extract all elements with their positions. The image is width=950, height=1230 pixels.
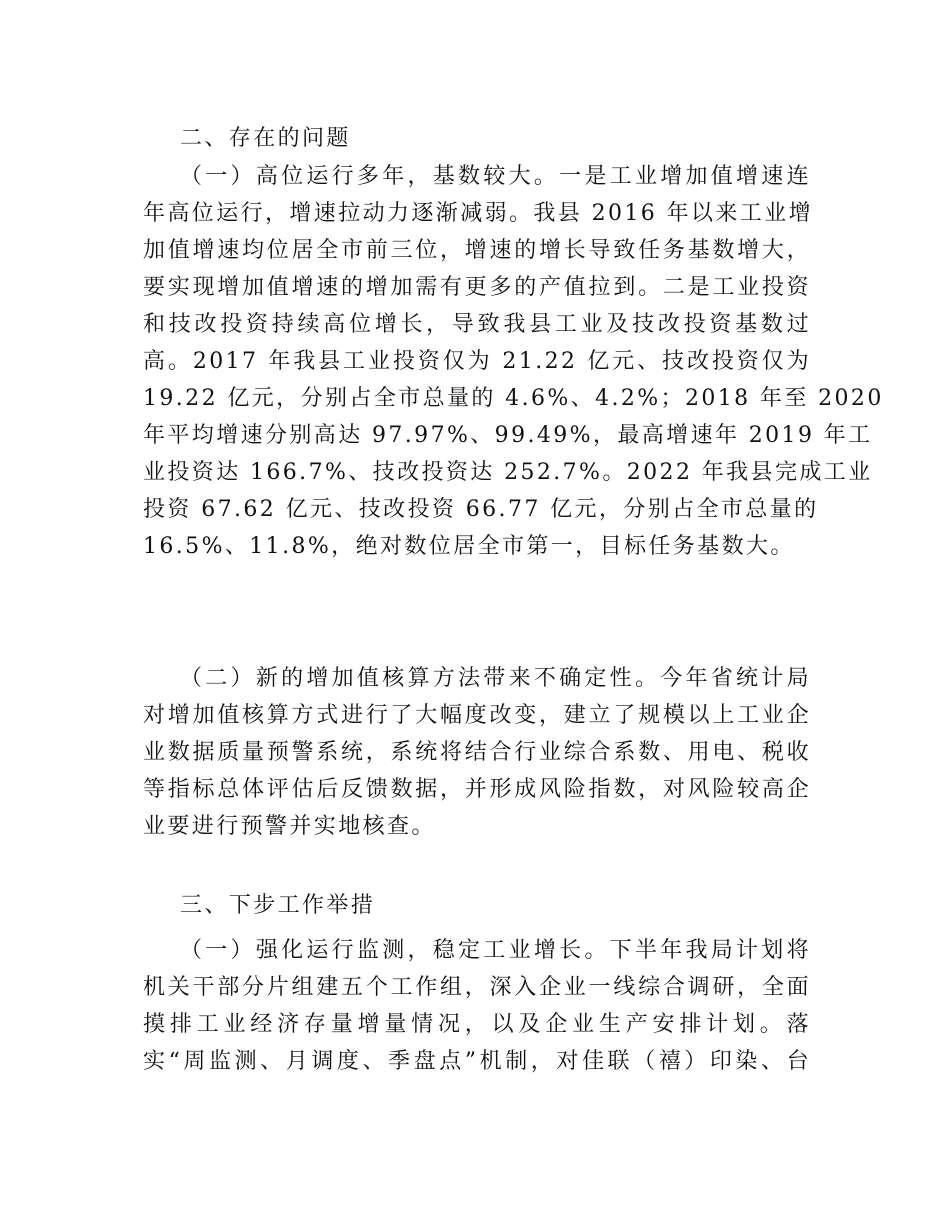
paragraph-line: （二）新的增加值核算方法带来不确定性。今年省统计局 [180,666,811,691]
paragraph-line: 16.5%、11.8%，绝对数位居全市第一，目标任务基数大。 [143,534,795,559]
paragraph-line: 19.22 亿元，分别占全市总量的 4.6%、4.2%；2018 年至 2020 [143,386,884,411]
paragraph-line: 要实现增加值增速的增加需有更多的产值拉到。二是工业投资 [143,275,811,300]
paragraph-line: （一）高位运行多年，基数较大。一是工业增加值增速连 [180,164,811,189]
paragraph-monitoring [143,932,811,1080]
paragraph-line: 摸排工业经济存量增量情况，以及企业生产安排计划。落 [143,1012,811,1037]
paragraph-high-base [143,158,884,565]
paragraph-line: 等指标总体评估后反馈数据，并形成风险指数，对风险较高企 [143,777,811,802]
paragraph-line: 业投资达 166.7%、技改投资达 252.7%。2022 年我县完成工业 [143,460,873,485]
paragraph-line: 业要进行预警并实地核查。 [143,814,436,839]
paragraph-line: （一）强化运行监测，稳定工业增长。下半年我局计划将 [180,938,811,963]
paragraph-line: 和技改投资持续高位增长，导致我县工业及技改投资基数过 [143,312,811,337]
paragraph-line: 对增加值核算方式进行了大幅度改变，建立了规模以上工业企 [143,703,811,728]
section-heading-problems: 二、存在的问题 [180,126,351,151]
paragraph-new-accounting-method [143,660,811,845]
section-heading-next-steps: 三、下步工作举措 [180,893,376,918]
paragraph-line: 机关干部分片组建五个工作组，深入企业一线综合调研，全面 [143,975,811,1000]
paragraph-line: 投资 67.62 亿元、技改投资 66.77 亿元，分别占全市总量的 [143,497,819,522]
paragraph-line: 实“周监测、月调度、季盘点”机制，对佳联（禧）印染、台 [143,1049,811,1074]
paragraph-line: 业数据质量预警系统，系统将结合行业综合系数、用电、税收 [143,740,811,765]
paragraph-line: 高。2017 年我县工业投资仅为 21.22 亿元、技改投资仅为 [143,349,811,374]
paragraph-line: 年高位运行，增速拉动力逐渐减弱。我县 2016 年以来工业增 [143,201,813,226]
paragraph-line: 加值增速均位居全市前三位，增速的增长导致任务基数增大， [143,238,811,263]
paragraph-line: 年平均增速分别高达 97.97%、99.49%，最高增速年 2019 年工 [143,423,873,448]
